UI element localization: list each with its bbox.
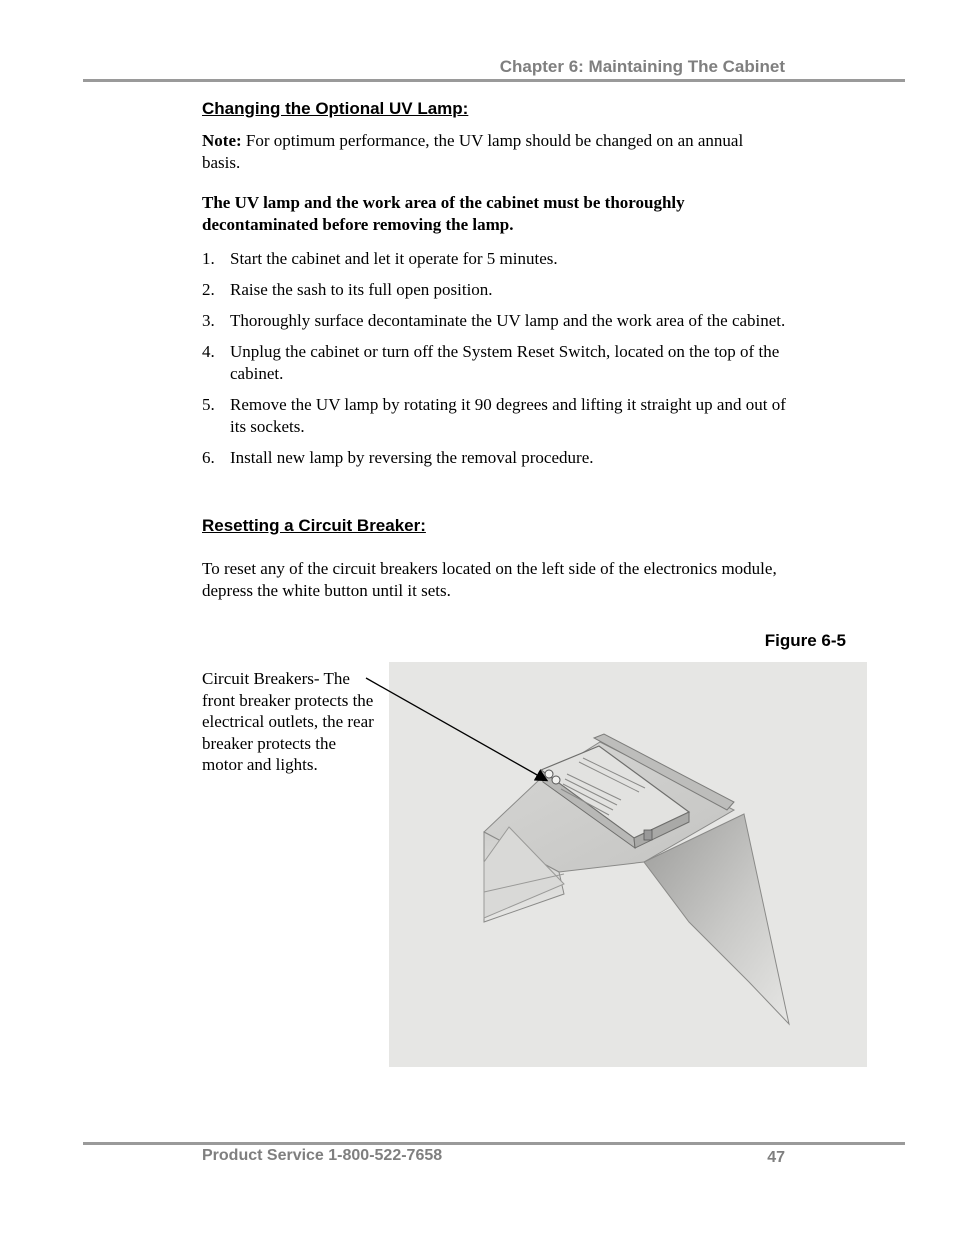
uv-note	[202, 130, 762, 174]
breaker-text: To reset any of the circuit breakers located on the left side of the electronics module, depress the white button until it sets.	[202, 559, 777, 600]
header-rule	[83, 79, 905, 82]
step-text: Thoroughly surface decontaminate the UV lamp and the work area of the cabinet.	[230, 311, 786, 330]
list-item	[202, 394, 790, 438]
figure-label: Figure 6-5	[764, 631, 846, 650]
note-text: For optimum performance, the UV lamp should be changed on an annual basis.	[202, 131, 744, 172]
step-number: 4.	[202, 342, 215, 361]
step-number: 2.	[202, 280, 215, 299]
product-service: Product Service 1-800-522-7658	[202, 1147, 443, 1164]
list-item	[202, 310, 790, 332]
list-item	[202, 279, 790, 301]
step-number: 6.	[202, 448, 215, 467]
step-text: Install new lamp by reversing the removal procedure.	[230, 448, 594, 467]
step-number: 1.	[202, 249, 215, 268]
uv-heading: Changing the Optional UV Lamp:	[202, 99, 469, 118]
step-number: 5.	[202, 395, 215, 414]
footer-rule	[83, 1142, 905, 1145]
uv-warning: The UV lamp and the work area of the cabinet must be thoroughly decontaminated before removing the lamp.	[202, 193, 685, 234]
step-text: Unplug the cabinet or turn off the System Reset Switch, located on the top of the cabinet.	[230, 342, 780, 383]
chapter-title: Chapter 6: Maintaining The Cabinet	[499, 57, 785, 76]
breaker-heading: Resetting a Circuit Breaker:	[202, 516, 426, 535]
page-number: 47	[767, 1149, 785, 1166]
note-label: Note:	[202, 131, 242, 150]
list-item	[202, 447, 790, 469]
step-text: Remove the UV lamp by rotating it 90 degrees and lifting it straight up and out of its sockets.	[230, 395, 786, 436]
step-number: 3.	[202, 311, 215, 330]
step-text: Raise the sash to its full open position.	[230, 280, 493, 299]
uv-steps-list	[202, 248, 790, 469]
list-item	[202, 248, 790, 270]
list-item	[202, 341, 790, 385]
step-text: Start the cabinet and let it operate for 5 minutes.	[230, 249, 558, 268]
callout-arrow	[360, 672, 560, 792]
figure-caption: Circuit Breakers- The front breaker protects the electrical outlets, the rear breaker protects the motor and lights.	[202, 669, 374, 774]
